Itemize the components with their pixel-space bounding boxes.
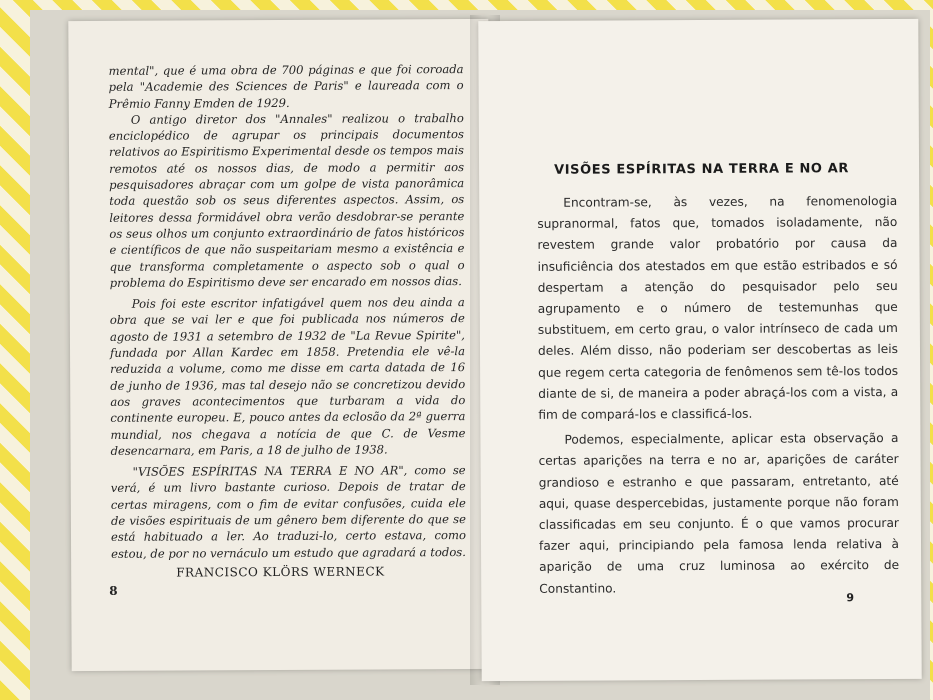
page-number: 9 [846,591,854,605]
paragraph: O antigo diretor dos "Annales" realizou o trabalho enciclopédico de agrupar os principais documentos relativos ao Espiritismo Experimental desde os tempos mais remotos até os nossos dias, de modo a permitir aos pesquisadores abraçar com um golpe de vista panorâmica toda questão sob os seus diferentes aspectos. Assim, os leitores dessa formidável obra verão desdobrar-se perante os seus olhos um conjunto extraordinário de fatos históricos e científicos de que não suspeitariam mesmo a existência e que transforma completamente o aspecto sob o qual o problema do Espiritismo deve ser encarado em nossos dias. [108,110,465,290]
left-page-text [109,61,467,562]
paragraph: Pois foi este escritor infatigável quem nos deu ainda a obra que se vai ler e que foi publicada nos números de agosto de 1931 a setembro de 1932 de "La Revue Spirite", fundada por Allan Kardec em 1858. Pretendia ele vê-la reduzida a volume, como me disse em carta datada de 16 de junho de 1936, mas tal desejo não se concretizou devido aos graves acontecimentos que turbaram a vida do continente europeu. E, pouco antes da eclosão da 2ª guerra mundial, nos chegava a notícia de que C. de Vesme desencarnara, em Paris, a 18 de julho de 1938. [109,295,466,458]
paragraph: mental", que é uma obra de 700 páginas e que foi coroada pela "Academie des Sciences de Paris" e laureada com o Prêmio Fanny Emden de 1929. [108,62,464,111]
right-page [478,19,921,681]
page-number: 8 [109,583,118,598]
right-page-text [537,191,899,600]
author-signature: FRANCISCO KLÖRS WERNECK [176,564,385,580]
paragraph: "VISÕES ESPÍRITAS NA TERRA E NO AR", como se verá, é um livro bastante curioso. Depois de tratar de certas miragens, com o fim de evitar confusões, cuida ele de visões espirituais de um gênero bem diferente do que se está habituado a ler. Ao traduzi-lo, certo estava, como estou, de por no vernáculo um estudo que agradará a todos. [110,463,467,561]
paragraph: Encontram-se, às vezes, na fenomenologia supranormal, fatos que, tomados isoladamente, não revestem grande valor probatório por causa da insuficiência dos atestados em que estão estribados e só despertam a atenção do pesquisador pelo seu agrupamento e o número de testemunhas que substituem, em certo grau, o valor intrínseco de cada um deles. Além disso, não poderiam ser descobertas as leis que regem certa categoria de fenômenos sem tê-los todos diante de si, de maneira a poder abraçá-los com a vista, a fim de compará-los e classificá-los. [537,193,899,422]
paragraph: Podemos, especialmente, aplicar esta observação a certas aparições na terra e no ar, aparições de caráter grandioso e estranho e que passaram, entretanto, até aqui, quase despercebidas, justamente porque não foram classificadas em seu conjunto. É o que vamos procurar fazer aqui, principiando pela famosa lenda relativa à aparição de uma cruz luminosa ao exército de Constantino. [538,431,900,596]
chapter-title: VISÕES ESPÍRITAS NA TERRA E NO AR [554,161,849,178]
left-page [68,19,491,671]
